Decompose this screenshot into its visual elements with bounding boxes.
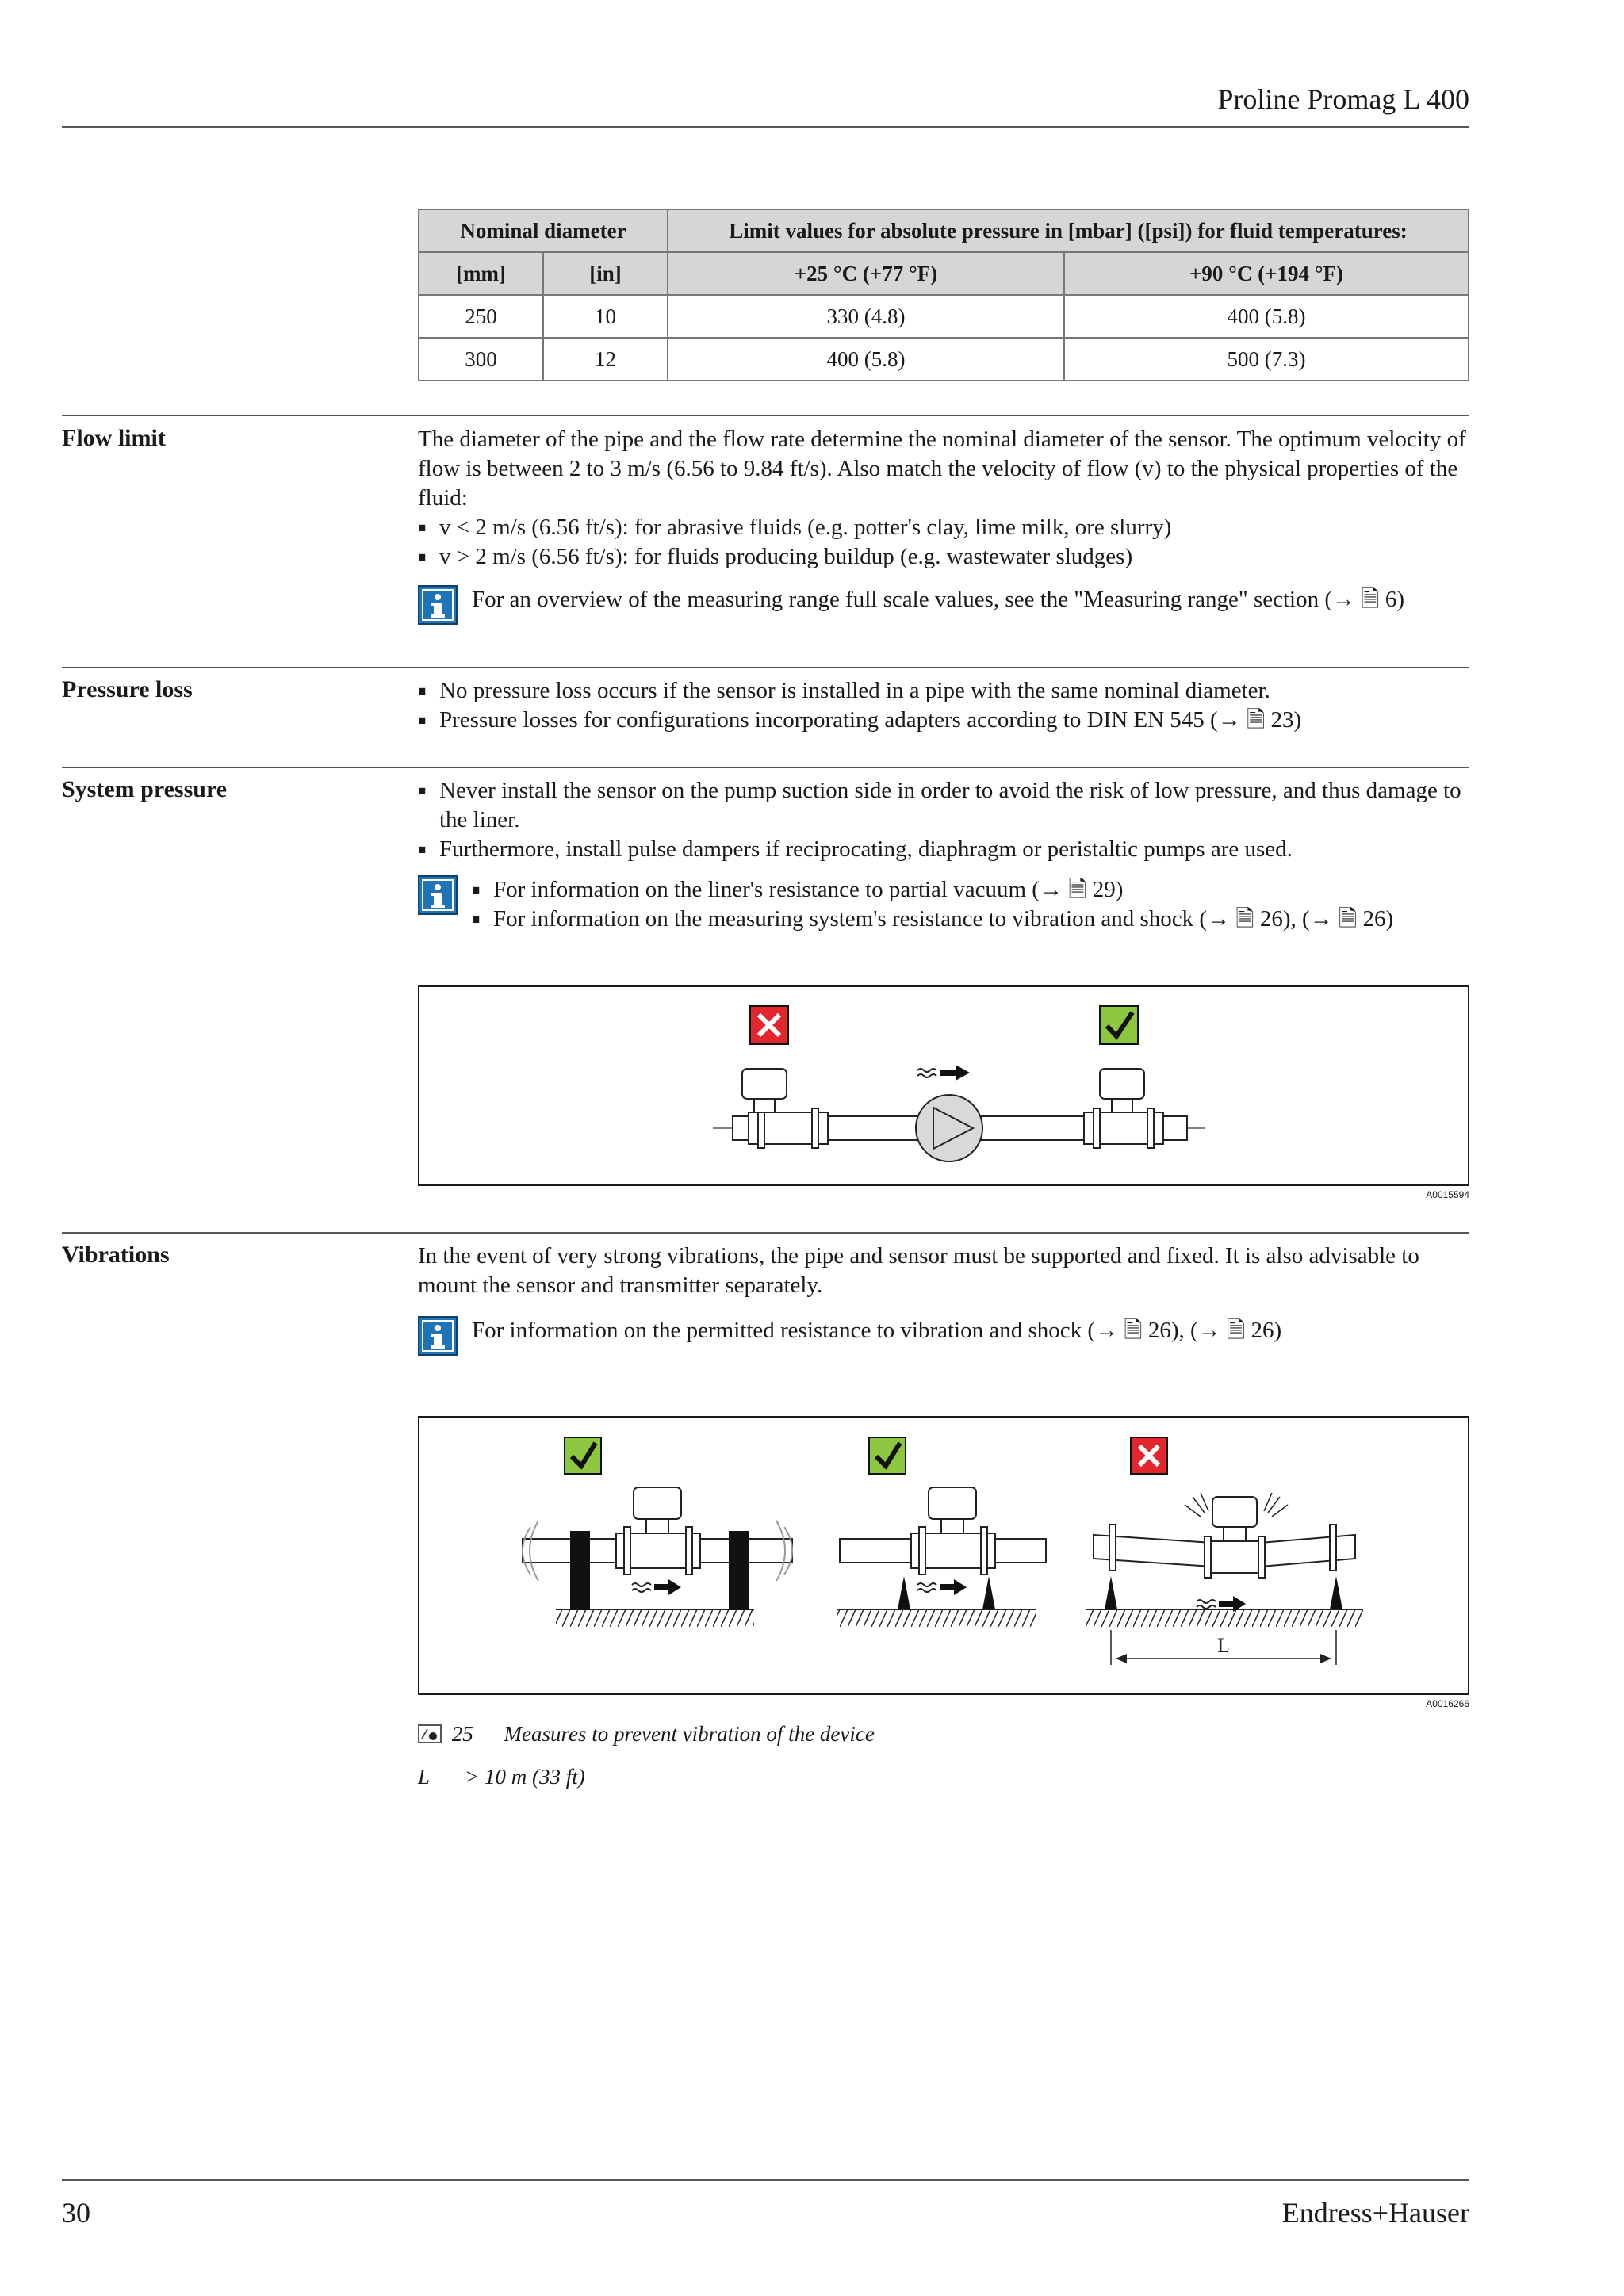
pressure-loss-body [418, 676, 1469, 735]
legend-key: L [418, 1765, 431, 1789]
info-icon [418, 1316, 458, 1356]
page-number: 30 [62, 2197, 90, 2229]
section-rule [62, 667, 1469, 668]
table-header-temp-90: +90 °C (+194 °F) [1064, 252, 1469, 295]
list-item: ■ No pressure loss occurs if the sensor is installed in a pipe with the same nominal diameter. [418, 676, 1469, 706]
table-cell: 330 (4.8) [668, 295, 1064, 338]
table-cell: 250 [419, 295, 543, 338]
checkmark-icon [869, 1437, 906, 1474]
table-header-limit-values: Limit values for absolute pressure in [mbar] ([psi]) for fluid temperatures: [668, 209, 1469, 252]
flow-limit-body [418, 425, 1469, 572]
table-cell: 10 [543, 295, 668, 338]
section-label-vibrations: Vibrations [62, 1242, 170, 1268]
pressure-loss-bullets [418, 676, 1469, 735]
figure-code: A0015594 [1426, 1189, 1469, 1200]
list-item: ■ For information on the measuring system's resistance to vibration and shock (→ 🗎 26), (→ 🗎 26) [472, 905, 1469, 934]
brand-name: Endress+Hauser [1281, 2197, 1469, 2229]
vibrations-paragraph: In the event of very strong vibrations, the pipe and sensor must be supported and fixed. It is also advisable to mount the sensor and transmitter separately. [418, 1243, 1419, 1298]
footer-rule [62, 2179, 1469, 2181]
note-text: For an overview of the measuring range full scale values, see the "Measuring range" section (→ 🗎 6) [472, 587, 1404, 612]
table-cell: 400 (5.8) [1064, 295, 1469, 338]
table-cell: 300 [419, 338, 543, 381]
system-pressure-body [418, 776, 1469, 864]
legend-value: > 10 m (33 ft) [465, 1765, 585, 1789]
header-rule [62, 126, 1469, 128]
header-title: Proline Promag L 400 [1217, 83, 1469, 115]
vibration-diagram [419, 1418, 1468, 1693]
figure-code: A0016266 [1426, 1698, 1469, 1709]
table-row [419, 295, 1469, 338]
list-item: ■ v > 2 m/s (6.56 ft/s): for fluids producing buildup (e.g. wastewater sludges) [418, 542, 1469, 572]
list-item: ■ Furthermore, install pulse dampers if reciprocating, diaphragm or peristaltic pumps are used. [418, 835, 1469, 864]
cross-icon [1131, 1437, 1167, 1474]
setup-point-supports [837, 1487, 1046, 1627]
checkmark-icon [565, 1437, 601, 1474]
list-item: ■ v < 2 m/s (6.56 ft/s): for abrasive fluids (e.g. potter's clay, lime milk, ore slurry) [418, 513, 1469, 542]
pump-installation-figure [418, 985, 1469, 1186]
system-pressure-bullets [418, 776, 1469, 864]
flow-limit-note [418, 585, 1469, 628]
setup-clamped-supports [523, 1487, 792, 1627]
list-item: ■ Pressure losses for configurations incorporating adapters according to DIN EN 545 (→ 🗎 23) [418, 706, 1469, 735]
table-header-in: [in] [543, 252, 668, 295]
table-header-temp-25: +25 °C (+77 °F) [668, 252, 1064, 295]
flow-limit-bullets [418, 513, 1469, 572]
table-header-nominal-diameter: Nominal diameter [419, 209, 668, 252]
figure-icon [418, 1724, 442, 1743]
info-icon [418, 585, 458, 625]
pump-symbol [916, 1095, 982, 1161]
length-label: L [1217, 1634, 1230, 1657]
vibrations-note [418, 1316, 1469, 1359]
section-rule [62, 415, 1469, 416]
section-rule [62, 767, 1469, 768]
caption-text: Measures to prevent vibration of the device [504, 1722, 875, 1746]
pump-diagram [419, 987, 1468, 1184]
figure-caption [418, 1722, 875, 1747]
table-cell: 400 (5.8) [668, 338, 1064, 381]
note-bullets [472, 875, 1469, 934]
vibration-measures-figure [418, 1416, 1469, 1695]
checkmark-icon [1100, 1006, 1138, 1044]
section-label-pressure-loss: Pressure loss [62, 676, 193, 702]
section-label-system-pressure: System pressure [62, 776, 228, 802]
info-icon [418, 875, 458, 915]
table-header-mm: [mm] [419, 252, 543, 295]
pressure-limit-table [418, 209, 1469, 381]
note-text: For information on the permitted resistance to vibration and shock (→ 🗎 26), (→ 🗎 26) [472, 1318, 1282, 1343]
list-item: ■ Never install the sensor on the pump suction side in order to avoid the risk of low pressure, and thus damage to the liner. [418, 776, 1469, 835]
section-rule [62, 1232, 1469, 1234]
table-cell: 500 (7.3) [1064, 338, 1469, 381]
system-pressure-note [418, 875, 1469, 939]
flow-direction-arrow [917, 1065, 970, 1081]
cross-icon [750, 1006, 788, 1044]
list-item: ■ For information on the liner's resistance to partial vacuum (→ 🗎 29) [472, 875, 1469, 905]
caption-number: 25 [451, 1722, 473, 1746]
section-label-flow-limit: Flow limit [62, 425, 166, 451]
table-row [419, 338, 1469, 381]
setup-unsupported-long [1086, 1493, 1363, 1665]
figure-legend [418, 1765, 585, 1789]
table-cell: 12 [543, 338, 668, 381]
flow-limit-paragraph: The diameter of the pipe and the flow rate determine the nominal diameter of the sensor. The optimum velocity of flow is between 2 to 3 m/s (6.56 to 9.84 ft/s). Also match the velocity of flow (v) to the physical properties of the fluid: [418, 427, 1466, 511]
